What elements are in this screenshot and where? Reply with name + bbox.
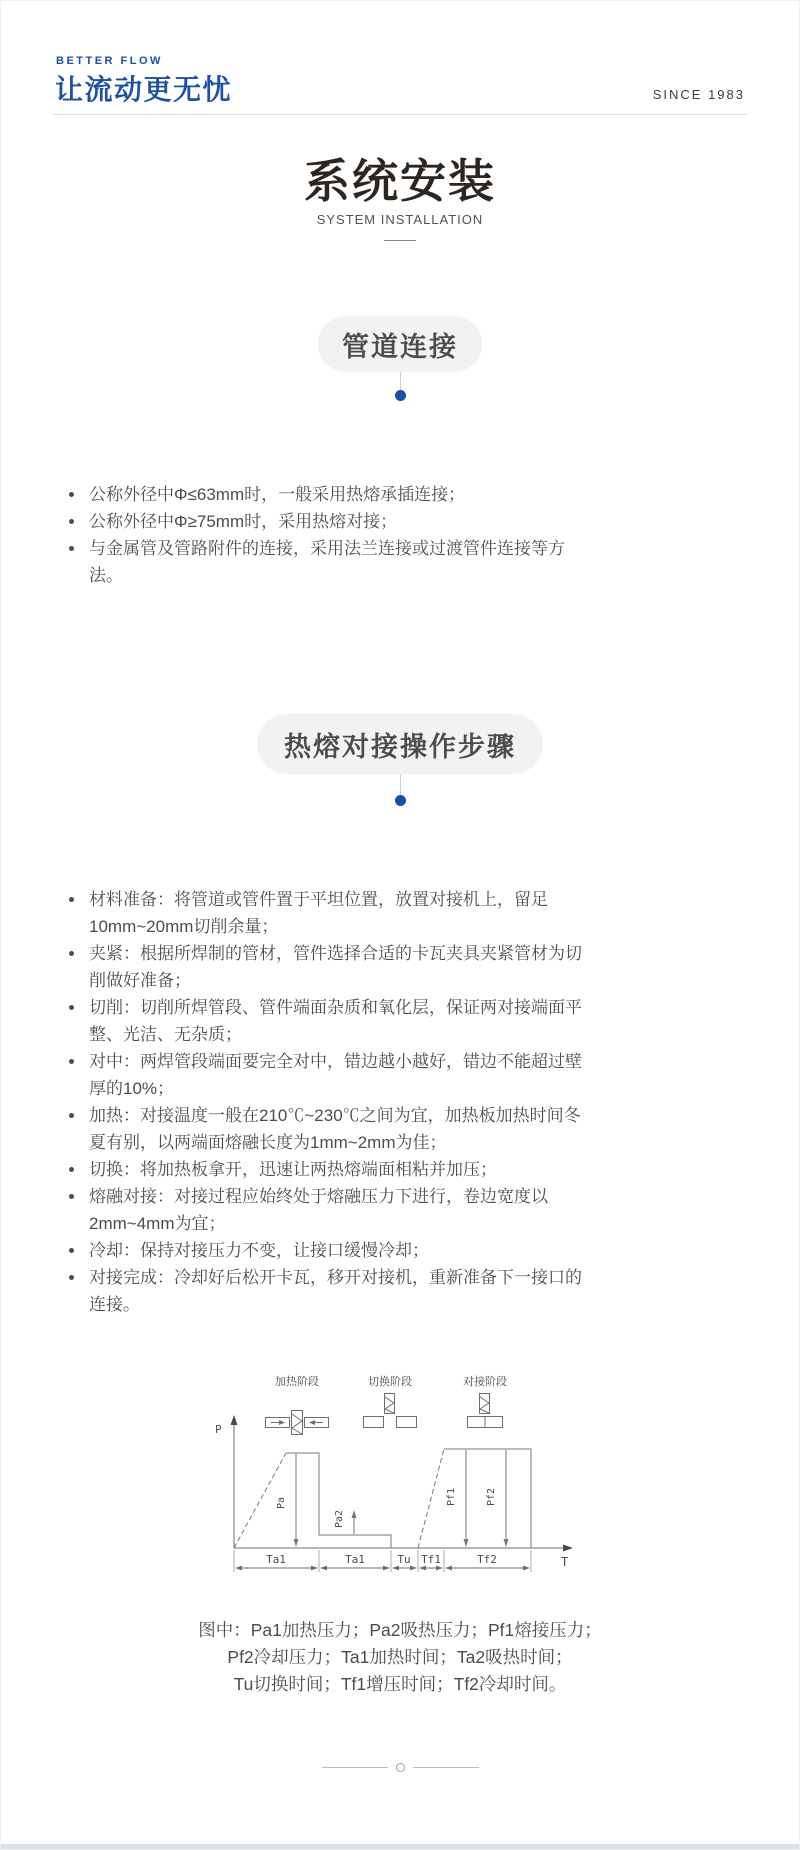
phase-label-jointing: 对接阶段 [463, 1375, 507, 1388]
pipe-icon [397, 1417, 417, 1428]
list-item: 材料准备：将管道或管件置于平坦位置，放置对接机上，留足10mm~20mm切削余量； [67, 886, 589, 940]
bullet-list-pipe-connection [67, 481, 589, 589]
connector-dot [395, 390, 406, 401]
list-item: 公称外径中Φ≥75mm时，采用热熔对接； [67, 508, 589, 535]
axis-arrow-right-icon [563, 1545, 573, 1552]
time-label-tf2: Tf2 [477, 1553, 497, 1566]
list-item: 切换：将加热板拿开，迅速让两热熔端面相粘并加压； [67, 1156, 589, 1183]
caption-line: Pf2冷却压力；Ta1加热时间；Ta2吸热时间； [227, 1647, 573, 1667]
phase-label-switching: 切换阶段 [368, 1375, 412, 1388]
caption-line: 图中：Pa1加热压力；Pa2吸热压力；Pf1熔接压力； [198, 1620, 602, 1640]
list-item: 加热：对接温度一般在210℃~230℃之间为宜，加热板加热时间冬夏有别，以两端面熔融长度为1mm~2mm为佳； [67, 1102, 589, 1156]
diagram-caption [1, 1617, 799, 1698]
section-pill-butt-fusion-steps [257, 714, 543, 774]
p-axis-label: P [215, 1423, 222, 1436]
time-label-ta1: Ta1 [266, 1553, 286, 1566]
title-underline [384, 240, 416, 241]
footer-divider [1, 1763, 799, 1772]
phase-pictograms [266, 1394, 503, 1435]
caption-line: Tu切换时间；Tf1增压时间；Tf2冷却时间。 [233, 1674, 567, 1694]
connector-dot [395, 795, 406, 806]
bottom-accent-strip [1, 1844, 799, 1849]
time-label-ta2: Ta1 [345, 1553, 365, 1566]
pressure-label-pa2: Pa2 [334, 1509, 345, 1529]
list-item: 冷却：保持对接压力不变，让接口缓慢冷却； [67, 1237, 589, 1264]
since-label: SINCE 1983 [652, 87, 745, 102]
time-label-tf1: Tf1 [421, 1553, 441, 1566]
bullet-list-butt-fusion-steps [67, 886, 589, 1318]
divider-line [413, 1767, 479, 1768]
pipe-icon [364, 1417, 384, 1428]
arrow-down-icon [294, 1539, 299, 1547]
arrow-down-icon [464, 1539, 469, 1547]
section-pill-label: 管道连接 [342, 331, 458, 362]
welding-pressure-time-diagram [171, 1369, 631, 1579]
divider-circle-icon [396, 1763, 405, 1772]
arrow-right-icon [279, 1420, 285, 1425]
list-item: 公称外径中Φ≤63mm时，一般采用热熔承插连接； [67, 481, 589, 508]
brand-logo: 让流动更无忧 [55, 74, 233, 105]
section-pill-pipe-connection [318, 316, 482, 372]
arrow-down-icon [504, 1539, 509, 1547]
t-axis-label: T [561, 1555, 569, 1569]
pressure-label-pf1: Pf1 [446, 1487, 457, 1507]
arrow-left-icon [309, 1420, 315, 1425]
connector-line [400, 372, 401, 391]
page-subtitle: SYSTEM INSTALLATION [316, 212, 484, 227]
arrow-up-icon [352, 1510, 357, 1518]
list-item: 夹紧：根据所焊制的管材，管件选择合适的卡瓦夹具夹紧管材为切削做好准备； [67, 940, 589, 994]
list-item: 对中：两焊管段端面要完全对中，错边越小越好，错边不能超过壁厚的10%； [67, 1048, 589, 1102]
pressure-curve-jointing [418, 1449, 531, 1548]
list-item: 熔融对接：对接过程应始终处于熔融压力下进行，卷边宽度以2mm~4mm为宜； [67, 1183, 589, 1237]
list-item: 对接完成：冷却好后松开卡瓦，移开对接机，重新准备下一接口的连接。 [67, 1264, 589, 1318]
list-item: 切削：切削所焊管段、管件端面杂质和氧化层，保证两对接端面平整、光洁、无杂质； [67, 994, 589, 1048]
axes [234, 1423, 565, 1548]
pressure-curve-heating [234, 1453, 391, 1548]
header-divider [53, 114, 747, 115]
section-pill-label: 热熔对接操作步骤 [284, 731, 516, 762]
brand-tagline: BETTER FLOW [56, 55, 163, 67]
connector-line [400, 774, 401, 795]
phase-label-heating: 加热阶段 [275, 1375, 319, 1388]
time-label-tu: Tu [397, 1553, 411, 1566]
pressure-label-pf2: Pf2 [486, 1487, 497, 1507]
pressure-label-pa: Pa [276, 1496, 287, 1510]
list-item: 与金属管及管路附件的连接，采用法兰连接或过渡管件连接等方法。 [67, 535, 589, 589]
page-title: 系统安装 [304, 155, 496, 207]
divider-line [322, 1767, 388, 1768]
axis-arrow-up-icon [231, 1415, 238, 1425]
